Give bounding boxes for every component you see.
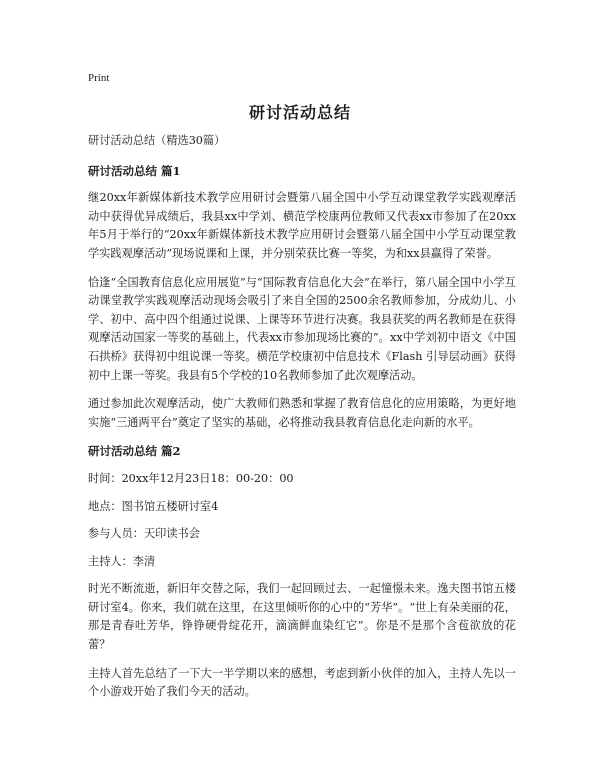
document-title: 研讨活动总结	[248, 103, 351, 122]
meeting-participants: 参与人员：天印读书会	[88, 527, 200, 541]
section-heading-1: 研讨活动总结 篇1	[88, 163, 181, 178]
document-body	[88, 132, 516, 712]
section1-paragraph: 继20xx年新媒体新技术教学应用研讨会暨第八届全国中小学互动课堂教学实践观摩活动中获得优异成绩后，我县xx中学刘、横范学校康两位教师又代表xx市参加了在20xx年5月于举行的“20xx年新媒体新技术教学应用研讨会暨第八届全国中小学互动课堂教学实践观摩活动”现场说课和上课，并分别荣获比赛一等奖，为和xx县赢得了荣誉。	[88, 191, 516, 260]
section1-paragraph: 恰逢“全国教育信息化应用展览”与“国际教育信息化大会”在举行，第八届全国中小学互动课堂教学实践观摩活动现场会吸引了来自全国的2500余名教师参加，分成幼儿、小学、初中、高中四个组通过说课、上课等环节进行决赛。我县获奖的两名教师是在获得观摩活动国家一等奖的基础上，代表xx市参加现场比赛的“。xx中学刘初中语文《中国石拱桥》获得初中组说课一等奖。横范学校康初中信息技术《Flash 引导层动画》获得初中上课一等奖。我县有5个学校的10名教师参加了此次观摩活动。	[88, 275, 516, 382]
document-subtitle: 研讨活动总结（精选30篇）	[88, 134, 226, 147]
meeting-time: 时间：20xx年12月23日18：00-20：00	[88, 471, 294, 485]
meeting-place: 地点：图书馆五楼研讨室4	[88, 499, 219, 513]
section2-paragraph: 主持人首先总结了一下大一半学期以来的感想，考虑到新小伙伴的加入，主持人先以一个小游戏开始了我们今天的活动。	[88, 666, 516, 699]
meeting-host: 主持人：李清	[88, 554, 156, 568]
print-label: Print	[88, 72, 110, 84]
section2-paragraph: 时光不断流逝，新旧年交替之际，我们一起回顾过去、一起憧憬未来。逸夫图书馆五楼研讨室4。你来，我们就在这里，在这里倾听你的心中的“芳华”。“世上有朵美丽的花，那是青春吐芳华，铮铮硬骨绽花开，滴滴鲜血染红它”。你是不是那个含苞欲放的花蕾？	[88, 582, 516, 652]
section1-paragraph: 通过参加此次观摩活动，使广大教师们熟悉和掌握了教育信息化的应用策略，为更好地实施“三通两平台”奠定了坚实的基础，必将推动我县教育信息化走向新的水平。	[88, 397, 516, 429]
section-heading-2: 研讨活动总结 篇2	[88, 444, 181, 459]
